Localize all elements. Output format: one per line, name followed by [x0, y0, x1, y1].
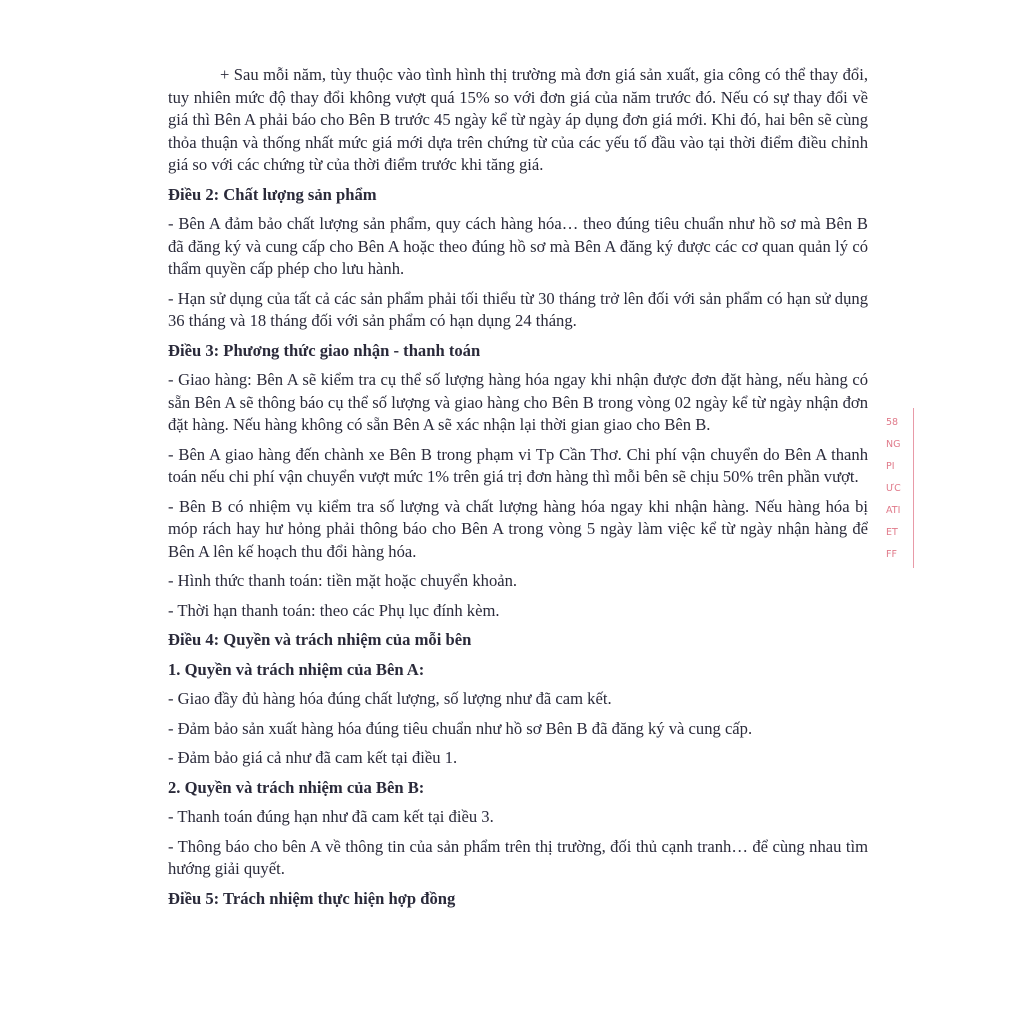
stamp-fragment: FF — [886, 549, 897, 560]
stamp-fragment: ET — [886, 527, 898, 538]
contract-page — [168, 64, 868, 917]
article-4-sub2-heading: 2. Quyền và trách nhiệm của Bên B: — [168, 777, 425, 797]
partial-stamp — [886, 418, 916, 572]
article-4-sub1-paragraph: - Giao đầy đủ hàng hóa đúng chất lượng, số lượng như đã cam kết. — [168, 689, 612, 708]
article-3-paragraph: - Bên B có nhiệm vụ kiểm tra số lượng và chất lượng hàng hóa ngay khi nhận hàng. Nếu hàng hóa bị móp rách hay hư hỏng phải thông báo cho Bên A trong vòng 5 ngày làm việc kể từ ngày nhận hàng để Bên A lên kế hoạch thu đổi hàng hóa. — [168, 496, 868, 561]
article-3-paragraph: - Thời hạn thanh toán: theo các Phụ lục đính kèm. — [168, 600, 500, 620]
article-4-sub1-paragraph: - Đảm bảo giá cả như đã cam kết tại điều 1. — [168, 748, 458, 767]
article-2-paragraph: - Bên A đảm bảo chất lượng sản phẩm, quy cách hàng hóa… theo đúng tiêu chuẩn như hồ sơ mà Bên B đã đăng ký và cung cấp cho Bên A hoặc theo đúng hồ sơ mà Bên A đăng ký được các cơ quan quản lý có thẩm quyền cấp phép cho lưu hành. — [168, 214, 868, 278]
article-4-sub2-paragraph: - Thanh toán đúng hạn như đã cam kết tại điều 3. — [168, 807, 494, 826]
article-5-heading: Điều 5: Trách nhiệm thực hiện hợp đồng — [168, 888, 456, 908]
article-4-heading: Điều 4: Quyền và trách nhiệm của mỗi bên — [168, 630, 472, 649]
stamp-fragment: ATI — [886, 505, 901, 516]
article-2-paragraph: - Hạn sử dụng của tất cả các sản phẩm phải tối thiểu từ 30 tháng trở lên đối với sản phẩm có hạn sử dụng 36 tháng và 18 tháng đối với sản phẩm có hạn dụng 24 tháng. — [168, 288, 868, 330]
stamp-fragment: PI — [886, 461, 895, 472]
article-3-heading: Điều 3: Phương thức giao nhận - thanh toán — [168, 340, 481, 360]
article-4-sub1-heading: 1. Quyền và trách nhiệm của Bên A: — [168, 659, 425, 679]
article-3-paragraph: - Bên A giao hàng đến chành xe Bên B trong phạm vi Tp Cần Thơ. Chi phí vận chuyển do Bên A thanh toán nếu chi phí vận chuyển vượt mức 1% trên giá trị đơn hàng thì mỗi bên sẽ chịu 50% trên phần vượt. — [168, 444, 868, 486]
article-3-paragraph: - Hình thức thanh toán: tiền mặt hoặc chuyển khoản. — [168, 571, 518, 590]
stamp-fragment: 58 — [886, 417, 899, 428]
article-3-paragraph: - Giao hàng: Bên A sẽ kiểm tra cụ thể số lượng hàng hóa ngay khi nhận được đơn đặt hàng, nếu hàng có sẵn Bên A sẽ thông báo cụ thể số lượng và giao hàng cho Bên B trong vòng 02 ngày kể từ ngày nhận đơn đặt hàng. Nếu hàng không có sẵn Bên A sẽ xác nhận lại thời gian giao cho Bên B. — [168, 370, 868, 434]
stamp-fragment: ƯC — [886, 483, 901, 494]
stamp-fragment: NG — [886, 439, 901, 450]
article-4-sub2-paragraph: - Thông báo cho bên A về thông tin của sản phẩm trên thị trường, đối thủ cạnh tranh… để cùng nhau tìm hướng giải quyết. — [168, 836, 868, 878]
article-2-heading: Điều 2: Chất lượng sản phẩm — [168, 184, 377, 204]
price-adjustment-paragraph: + Sau mỗi năm, tùy thuộc vào tình hình thị trường mà đơn giá sản xuất, gia công có thể thay đổi, tuy nhiên mức độ thay đổi không vượt quá 15% so với đơn giá của năm trước đó. Nếu có sự thay đổi về giá thì Bên A phải báo cho Bên B trước 45 ngày kể từ ngày áp dụng đơn giá mới. Khi đó, hai bên sẽ cùng thỏa thuận và thống nhất mức giá mới dựa trên chứng từ của các yếu tố đầu vào tại thời điểm điều chỉnh giá so với các chứng từ của thời điểm trước khi tăng giá. — [168, 65, 868, 174]
article-4-sub1-paragraph: - Đảm bảo sản xuất hàng hóa đúng tiêu chuẩn như hồ sơ Bên B đã đăng ký và cung cấp. — [168, 718, 753, 738]
